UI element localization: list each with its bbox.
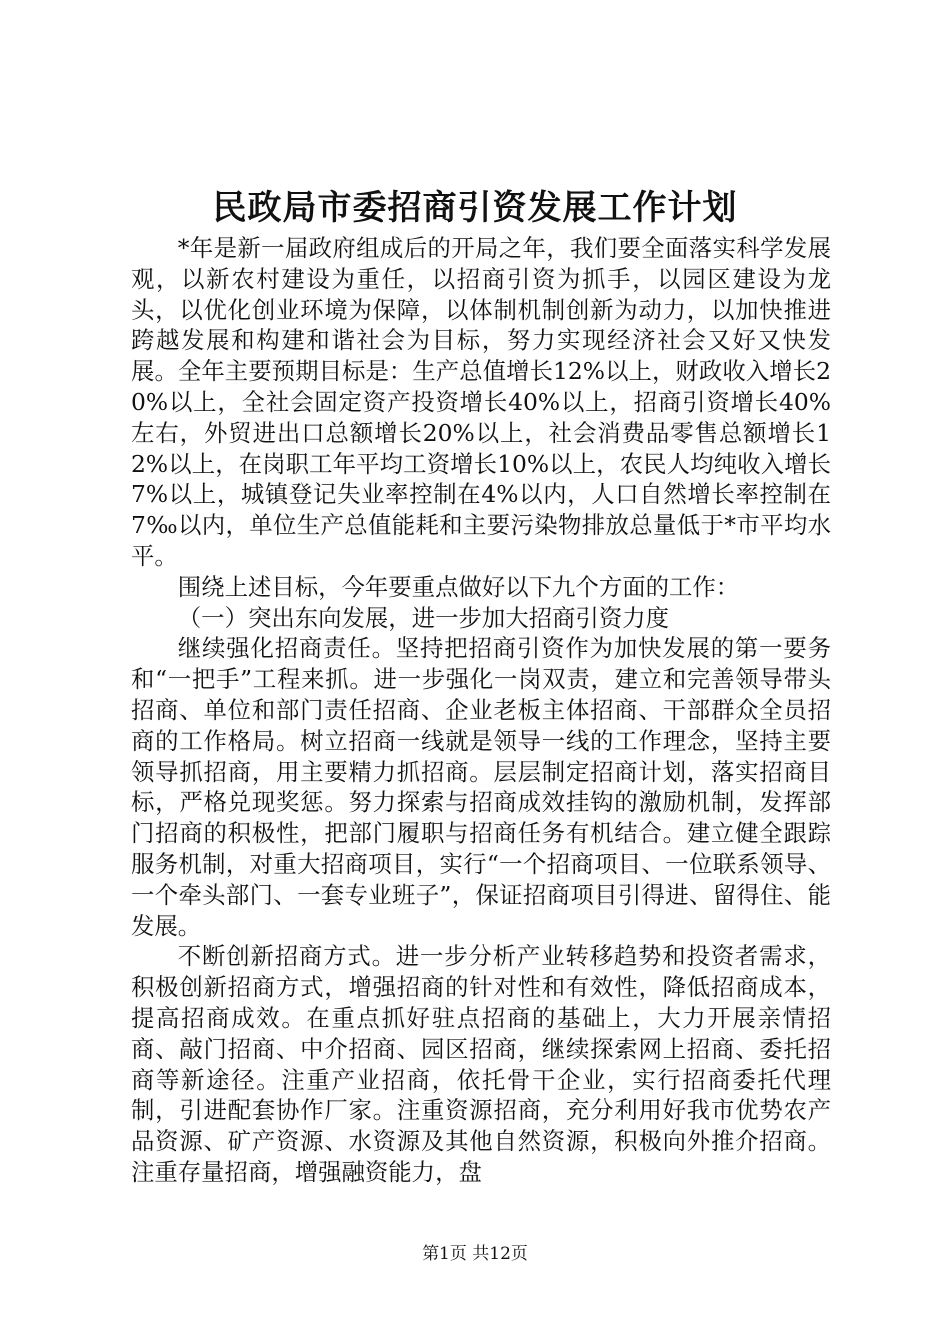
paragraph-responsibility: 继续强化招商责任。坚持把招商引资作为加快发展的第一要务和“一把手”工程来抓。进一步强化一岗双责，建立和完善领导带头招商、单位和部门责任招商、企业老板主体招商、干部群众全员招商的工作格局。树立招商一线就是领导一线的工作理念，坚持主要领导抓招商，用主要精力抓招商。层层制定招商计划，落实招商目标，严格兑现奖惩。努力探索与招商成效挂钩的激励机制，发挥部门招商的积极性，把部门履职与招商任务有机结合。建立健全跟踪服务机制，对重大招商项目，实行“一个招商项目、一位联系领导、一个牵头部门、一套专业班子”，保证招商项目引得进、留得住、能发展。 (131, 634, 831, 940)
paragraph-overview: 围绕上述目标，今年要重点做好以下九个方面的工作： (177, 572, 740, 601)
document-title: 民政局市委招商引资发展工作计划 (212, 188, 738, 228)
document-body (131, 233, 831, 1188)
paragraph-intro: *年是新一届政府组成后的开局之年，我们要全面落实科学发展观，以新农村建设为重任，以招商引资为抓手，以园区建设为龙头，以优化创业环境为保障，以体制机制创新为动力，以加快推进跨越发展和构建和谐社会为目标，努力实现经济社会又好又快发展。全年主要预期目标是：生产总值增长12%以上，财政收入增长20%以上，全社会固定资产投资增长40%以上，招商引资增长40%左右，外贸进出口总额增长20%以上，社会消费品零售总额增长12%以上，在岗职工年平均工资增长10%以上，农民人均纯收入增长7%以上，城镇登记失业率控制在4%以内，人口自然增长率控制在7‰以内，单位生产总值能耗和主要污染物排放总量低于*市平均水平。 (131, 234, 831, 570)
section-heading-1: （一）突出东向发展，进一步加大招商引资力度 (177, 603, 669, 632)
paragraph-innovation: 不断创新招商方式。进一步分析产业转移趋势和投资者需求，积极创新招商方式，增强招商的针对性和有效性，降低招商成本，提高招商成效。在重点抓好驻点招商的基础上，大力开展亲情招商、敲门招商、中介招商、园区招商，继续探索网上招商、委托招商等新途径。注重产业招商，依托骨干企业，实行招商委托代理制，引进配套协作厂家。注重资源招商，充分利用好我市优势农产品资源、矿产资源、水资源及其他自然资源，积极向外推介招商。注重存量招商，增强融资能力，盘 (131, 942, 831, 1186)
page-footer: 第1页 共12页 (422, 1244, 528, 1264)
